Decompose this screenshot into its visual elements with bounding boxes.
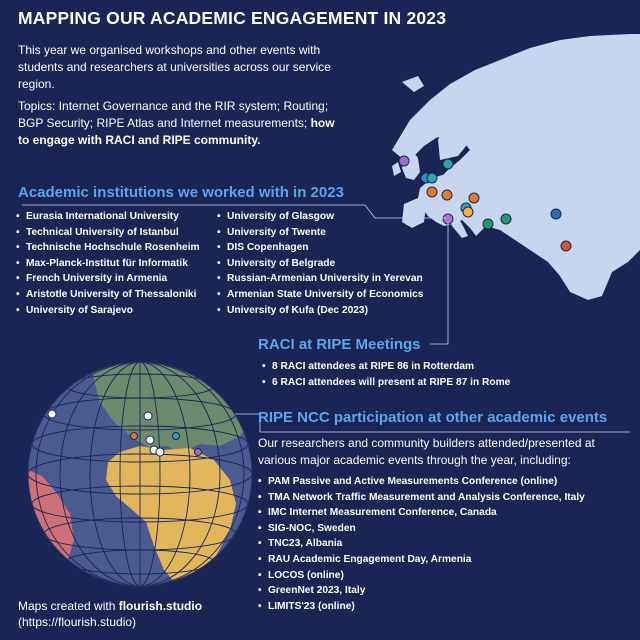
participation-title: RIPE NCC participation at other academic events (258, 409, 608, 426)
topics-bold: how to engage with RACI and RIPE community. (18, 116, 335, 147)
institution-item: • Max-Planck-Institut für Informatik (16, 256, 200, 272)
institution-item: • University of Sarajevo (16, 303, 200, 319)
event-item: • RAU Academic Engagement Day, Armenia (258, 552, 585, 568)
credit-url[interactable]: (https://flourish.studio) (18, 615, 137, 629)
institution-item: • Technische Hochschule Rosenheim (16, 240, 200, 256)
topics-plain: Topics: Internet Governance and the RIR system; Routing; BGP Security; RIPE Atlas and Internet measurements; (18, 99, 329, 130)
institution-item: • University of Glasgow (217, 209, 423, 225)
event-item: • IMC Internet Measurement Conference, Canada (258, 505, 585, 521)
institution-item: • University of Twente (217, 225, 423, 241)
institution-item: • Russian-Armenian University in Yerevan (217, 271, 423, 287)
globe-marker-2 (144, 412, 152, 420)
topics-text (18, 98, 338, 149)
raci-title: RACI at RIPE Meetings (258, 336, 421, 353)
page-title: MAPPING OUR ACADEMIC ENGAGEMENT IN 2023 (18, 8, 447, 28)
institution-item: • Technical University of Istanbul (16, 225, 200, 241)
globe-marker-7 (156, 448, 164, 456)
institution-item: • Armenian State University of Economics (217, 287, 423, 303)
credit-prefix: Maps created with (18, 599, 119, 613)
event-item: • TNC23, Albania (258, 536, 585, 552)
event-item: • PAM Passive and Active Measurements Conference (online) (258, 474, 585, 490)
event-item: • SIG-NOC, Sweden (258, 521, 585, 537)
globe-marker-5 (131, 433, 138, 440)
participation-list (258, 474, 585, 614)
institutions-title: Academic institutions we worked with in 2023 (18, 184, 344, 201)
institution-item: • University of Belgrade (217, 256, 423, 272)
credit-brand-link[interactable]: flourish.studio (118, 599, 203, 613)
institution-item: • Eurasia International University (16, 209, 200, 225)
globe-marker-1 (48, 410, 56, 418)
institutions-list-col1 (16, 209, 200, 318)
globe-marker-3 (146, 436, 154, 444)
intro-text: This year we organised workshops and other events with students and researchers at universities across our service region. (18, 43, 331, 91)
event-item: • LOCOS (online) (258, 568, 585, 584)
raci-item: • 8 RACI attendees at RIPE 86 in Rotterdam (262, 359, 510, 375)
institution-item: • French University in Armenia (16, 271, 200, 287)
globe-marker-6 (173, 433, 180, 440)
event-item: • GreenNet 2023, Italy (258, 583, 585, 599)
raci-list (262, 359, 510, 390)
credit (18, 598, 202, 630)
institution-item: • University of Kufa (Dec 2023) (217, 303, 423, 319)
participation-description: Our researchers and community builders attended/presented at various major academic events through the year, including: (258, 436, 595, 467)
event-item: • TMA Network Traffic Measurement and Analysis Conference, Italy (258, 490, 585, 506)
institution-item: • DIS Copenhagen (217, 240, 423, 256)
event-item: • LIMITS'23 (online) (258, 599, 585, 615)
institutions-list-col2 (217, 209, 423, 318)
raci-item: • 6 RACI attendees will present at RIPE 87 in Rome (262, 375, 510, 391)
institution-item: • Aristotle University of Thessaloniki (16, 287, 200, 303)
globe-marker-8 (195, 449, 202, 456)
